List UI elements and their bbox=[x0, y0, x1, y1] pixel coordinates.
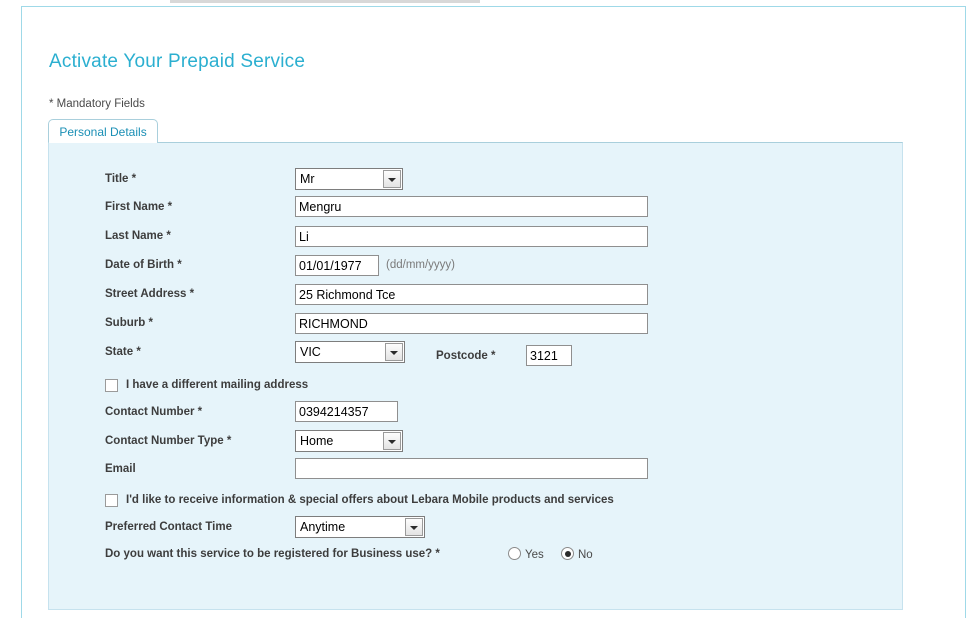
marketing-optin-label: I'd like to receive information & special offers about Lebara Mobile products and services bbox=[126, 494, 614, 506]
contact-number-input[interactable] bbox=[295, 401, 398, 422]
business-use-label: Do you want this service to be registered for Business use? * bbox=[105, 548, 440, 560]
first-name-input[interactable] bbox=[295, 196, 648, 217]
business-use-yes-radio[interactable] bbox=[508, 547, 521, 560]
date-of-birth-input[interactable] bbox=[295, 255, 379, 276]
marketing-optin-checkbox[interactable] bbox=[105, 494, 118, 507]
chevron-down-icon[interactable] bbox=[405, 518, 423, 536]
different-mailing-address-label: I have a different mailing address bbox=[126, 379, 309, 391]
state-label: State * bbox=[105, 346, 141, 358]
preferred-contact-time-value: Anytime bbox=[300, 520, 346, 534]
tab-strip bbox=[48, 119, 906, 143]
page-border-right bbox=[965, 6, 966, 618]
date-of-birth-format-hint: (dd/mm/yyyy) bbox=[386, 259, 455, 271]
preferred-contact-time-select[interactable] bbox=[295, 516, 425, 538]
email-input[interactable] bbox=[295, 458, 648, 479]
street-address-label: Street Address * bbox=[105, 288, 195, 300]
contact-number-label: Contact Number * bbox=[105, 406, 203, 418]
contact-number-type-label: Contact Number Type * bbox=[105, 435, 232, 447]
page-title: Activate Your Prepaid Service bbox=[49, 51, 306, 72]
preferred-contact-time-label: Preferred Contact Time bbox=[105, 521, 232, 533]
chevron-down-icon[interactable] bbox=[383, 170, 401, 188]
last-name-label: Last Name * bbox=[105, 230, 171, 242]
business-use-yes-label: Yes bbox=[525, 549, 544, 561]
contact-number-type-value: Home bbox=[300, 434, 334, 448]
title-select[interactable] bbox=[295, 168, 403, 190]
postcode-label: Postcode * bbox=[436, 350, 496, 362]
contact-number-type-select[interactable] bbox=[295, 430, 403, 452]
page-content bbox=[22, 7, 965, 618]
title-select-value: Mr bbox=[300, 172, 315, 186]
first-name-label: First Name * bbox=[105, 201, 173, 213]
mandatory-fields-note: * Mandatory Fields bbox=[49, 98, 145, 110]
last-name-input[interactable] bbox=[295, 226, 648, 247]
street-address-input[interactable] bbox=[295, 284, 648, 305]
personal-details-panel bbox=[48, 142, 903, 610]
different-mailing-address-checkbox[interactable] bbox=[105, 379, 118, 392]
state-select[interactable] bbox=[295, 341, 405, 363]
business-use-no-radio[interactable] bbox=[561, 547, 574, 560]
postcode-input[interactable] bbox=[526, 345, 572, 366]
title-label: Title * bbox=[105, 173, 137, 185]
tab-personal-details[interactable]: Personal Details bbox=[48, 119, 158, 143]
top-grey-block bbox=[170, 0, 480, 3]
chevron-down-icon[interactable] bbox=[383, 432, 401, 450]
suburb-label: Suburb * bbox=[105, 317, 153, 329]
date-of-birth-label: Date of Birth * bbox=[105, 259, 182, 271]
email-label: Email bbox=[105, 463, 136, 475]
chevron-down-icon[interactable] bbox=[385, 343, 403, 361]
business-use-no-label: No bbox=[578, 549, 593, 561]
suburb-input[interactable] bbox=[295, 313, 648, 334]
tab-panel-join-mask bbox=[49, 142, 157, 143]
state-select-value: VIC bbox=[300, 345, 321, 359]
